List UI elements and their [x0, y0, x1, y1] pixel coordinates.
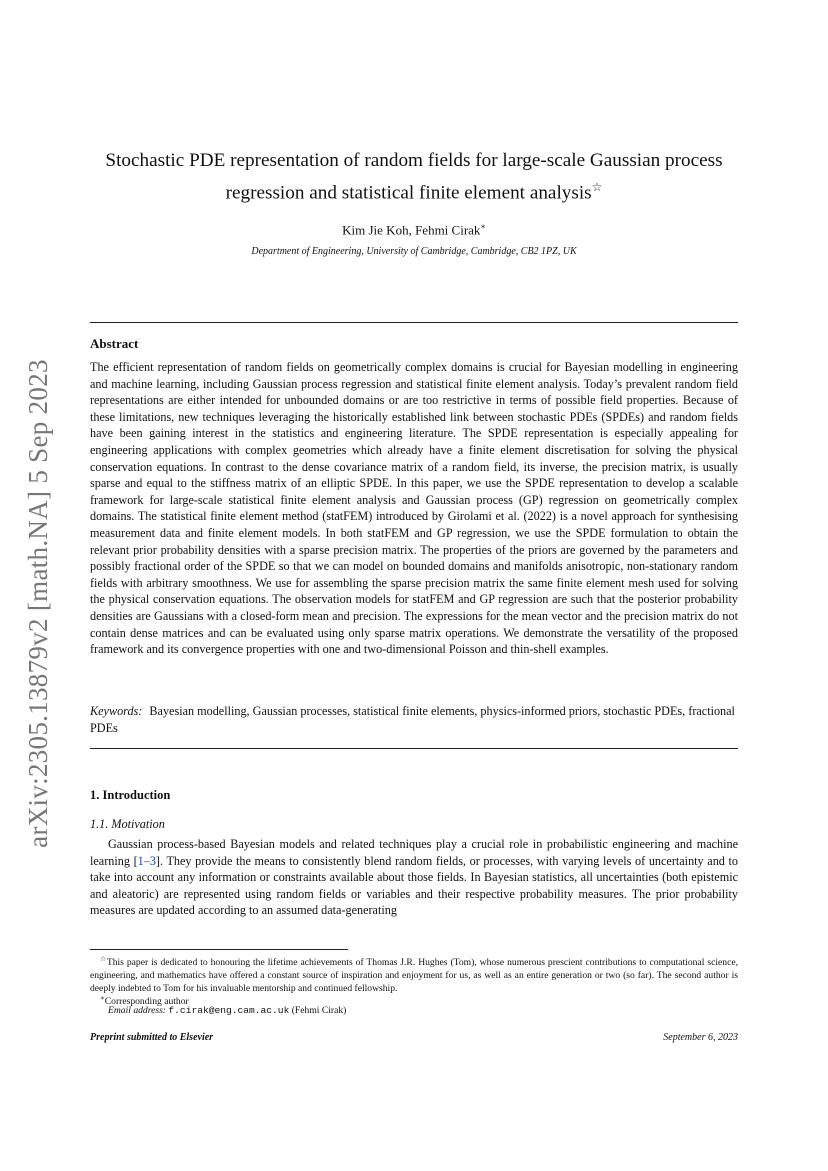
keywords-label: Keywords:	[90, 704, 143, 718]
citation-link[interactable]: 1–3	[137, 853, 156, 868]
affiliation: Department of Engineering, University of Cambridge, Cambridge, CB2 1PZ, UK	[251, 246, 577, 257]
footnote-corresponding-text: Corresponding author	[104, 996, 189, 1008]
footnote-email	[90, 1005, 738, 1018]
footnote-dedication	[90, 953, 738, 996]
intro-text-after: ]. They provide the means to consistently blend random fields, or processes, with varying levels of uncertainty and to take into account any information or constraints available about those fields. In Bayesian statistics, all uncertainties (both epistemic and aleatoric) are represented using random fields or variables and their respective probability measures. The prior probability measures are updated according to an assumed data-generating	[90, 853, 738, 918]
email-address-link[interactable]: f.cirak@eng.cam.ac.uk	[168, 1005, 290, 1016]
footnote-rule	[90, 949, 348, 950]
footer-preprint-note: Preprint submitted to Elsevier	[90, 1032, 214, 1043]
footnote-dedication-text: This paper is dedicated to honouring the lifetime achievements of Thomas J.R. Hughes (Tom), whose numerous prescient contributions to computational science, engineering, and mathematics have offered a constant source of inspiration and enjoyment for us, as well as an entire generation or two (so far). The second author is deeply indebted to Tom for his invaluable mentorship and continued fellowship.	[90, 957, 738, 994]
abstract-heading: Abstract	[90, 336, 139, 351]
paper-title-text: Stochastic PDE representation of random fields for large-scale Gaussian process regression and statistical finite element analysis	[105, 150, 723, 204]
corresponding-author-mark[interactable]: ∗	[480, 222, 486, 231]
email-label: Email address:	[108, 1005, 167, 1016]
keywords-text: Bayesian modelling, Gaussian processes, statistical finite elements, physics-informed priors, stochastic PDEs, fractional PDEs	[90, 704, 735, 735]
footnote-corresponding-mark: ∗	[100, 994, 105, 1002]
author-names: Kim Jie Koh, Fehmi Cirak	[342, 222, 481, 238]
subsection-heading-motivation: 1.1. Motivation	[90, 817, 165, 831]
keywords	[90, 703, 738, 736]
abstract-text: The efficient representation of random fields on geometrically complex domains is crucial for Bayesian modelling in engineering and machine learning, including Gaussian process regression and statistical finite element analysis. Today’s prevalent random field representations are either intended for unbounded domains or are too restrictive in terms of possible field properties. Because of these limitations, new techniques leveraging the historically established link between stochastic PDEs (SPDEs) and random fields have been gaining interest in the statistics and engineering literature. The SPDE representation is especially appealing for engineering applications with complex geometries which already have a finite element discretisation for solving the physical conservation equations. In contrast to the dense covariance matrix of a random field, its inverse, the precision matrix, is usually sparse and equal to the stiffness matrix of an elliptic SPDE. In this paper, we use the SPDE representation to develop a scalable framework for large-scale statistical finite element analysis and Gaussian process (GP) regression on geometrically complex domains. The statistical finite element method (statFEM) introduced by Girolami et al. (2022) is a novel approach for synthesising measurement data and finite element models. In both statFEM and GP regression, we use the SPDE formulation to obtain the relevant prior probability densities with a sparse precision matrix. The properties of the priors are governed by the parameters and possibly fractional order of the SPDE so that we can model on bounded domains and manifolds anisotropic, non-stationary random fields with arbitrary smoothness. We use for assembling the sparse precision matrix the same finite element mesh used for solving the physical conservation equations. The observation models for statFEM and GP regression are such that the posterior probability densities are Gaussians with a closed-form mean and precision. The expressions for the mean vector and the precision matrix do not contain dense matrices and can be evaluated using only sparse matrix operations. We demonstrate the versatility of the proposed framework and its convergence properties with one and two-dimensional Poisson and thin-shell examples.	[90, 360, 738, 657]
abstract-top-rule	[90, 322, 738, 323]
paper-title	[90, 148, 738, 206]
email-owner: (Fehmi Cirak)	[291, 1005, 347, 1016]
title-footnote-mark[interactable]: ☆	[591, 180, 603, 194]
abstract-bottom-rule	[90, 748, 738, 749]
author-list	[90, 222, 738, 238]
footer-date: September 6, 2023	[663, 1032, 738, 1043]
introduction-paragraph	[90, 836, 738, 919]
arxiv-stamp-text: arXiv:2305.13879v2 [math.NA] 5 Sep 2023	[22, 358, 53, 848]
intro-text-before: Gaussian process-based Bayesian models and related techniques play a crucial role in probabilistic engineering and machine learning [	[90, 837, 738, 868]
section-heading-introduction: 1. Introduction	[90, 788, 171, 802]
footnote-dedication-mark: ☆	[100, 955, 107, 963]
arxiv-stamp	[18, 348, 58, 858]
